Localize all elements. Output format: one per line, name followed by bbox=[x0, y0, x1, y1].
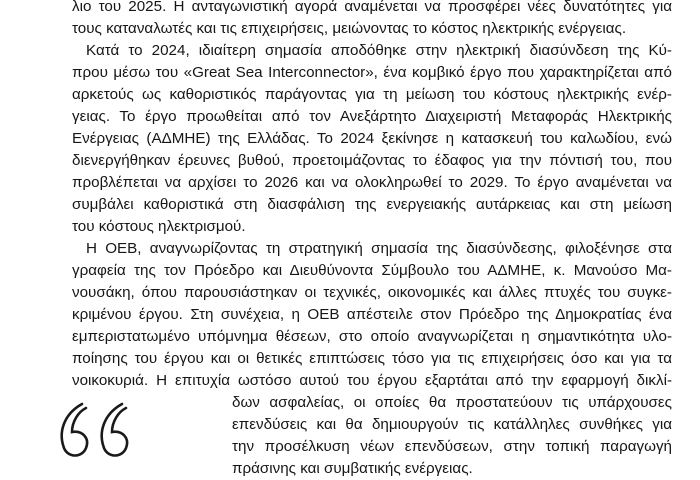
text-line: επενδύσεις και θα δημιουργούν τις κατάλληλες συνθήκες για bbox=[232, 416, 672, 433]
text-line: γειας. Το έργο προωθείται από τον Ανεξάρτητο Διαχειριστή Μεταφοράς Ηλεκτρικής bbox=[72, 108, 672, 125]
text-line: εμπεριστατωμένο υπόμνημα θέσεων, στο οποίο αναγνωρίζεται η σημαντικότητα υλο- bbox=[72, 328, 672, 345]
text-line: αρκετούς ως καθοριστικός παράγοντας για τη μείωση του κόστους ηλεκτρικής ενέρ- bbox=[72, 86, 672, 103]
text-line: νουσάκη, όπου παρουσιάστηκαν οι τεχνικές, οικονομικές και άλλες πτυχές του συγκε- bbox=[72, 284, 672, 301]
text-line: πράσινης και συμβατικής ενέργειας. bbox=[232, 460, 473, 477]
text-line: κριμένου έργου. Στη συνέχεια, η ΟΕΒ απέστειλε στον Πρόεδρο της Δημοκρατίας ένα bbox=[72, 306, 672, 323]
text-line: προβλέπεται να αρχίσει το 2026 και να ολοκληρωθεί το 2029. Το έργο αναμένεται να bbox=[72, 174, 672, 191]
text-line: δων ασφαλείας, οι οποίες θα προστατεύουν τις υπάρχουσες bbox=[232, 394, 672, 411]
text-line: γραφεία της τον Πρόεδρο και Διευθύνοντα Σύμβουλο του ΑΔΜΗΕ, κ. Μανούσο Μα- bbox=[72, 262, 672, 279]
text-line: λιο του 2025. Η ανταγωνιστική αγορά αναμένεται να προσφέρει νέες δυνατότητες για bbox=[72, 0, 672, 15]
text-line: τους καταναλωτές και τις επιχειρήσεις, μειώνοντας το κόστος ηλεκτρικής ενέργειας. bbox=[72, 20, 627, 37]
text-line: Ενέργειας (ΑΔΜΗΕ) της Ελλάδας. Το 2024 ξεκίνησε η κατασκευή του καλωδίου, ενώ bbox=[72, 130, 672, 147]
text-line: νοικοκυριά. Η επιτυχία ωστόσο αυτού του έργου εξαρτάται από την εφαρμογή δικλί- bbox=[72, 372, 672, 389]
text-line: Η ΟΕΒ, αναγνωρίζοντας τη στρατηγική σημασία της διασύνδεσης, φιλοξένησε στα bbox=[86, 240, 672, 257]
text-line: την προσέλκυση νέων επενδύσεων, στην τοπική παραγωγή bbox=[232, 438, 672, 455]
text-line: του κόστους ηλεκτρισμού. bbox=[72, 218, 246, 235]
text-line: Κατά το 2024, ιδιαίτερη σημασία αποδόθηκε στην ηλεκτρική διασύνδεση της Κύ- bbox=[86, 42, 672, 59]
text-line: ποίησης του έργου και οι θετικές επιπτώσεις τόσο για τις επιχειρήσεις όσο και για τα bbox=[72, 350, 672, 367]
open-quote-icon bbox=[52, 392, 152, 462]
text-line: πρου μέσω του «Great Sea Interconnector», ένα κομβικό έργο που χαρακτηρίζεται από bbox=[72, 64, 672, 81]
text-line: διενεργήθηκαν έρευνες βυθού, προετοιμάζοντας το έδαφος για την πόντισή του, που bbox=[72, 152, 672, 169]
text-line: συμβάλει καθοριστικά στη διασφάλιση της ενεργειακής αυτάρκειας και στη μείωση bbox=[72, 196, 672, 213]
